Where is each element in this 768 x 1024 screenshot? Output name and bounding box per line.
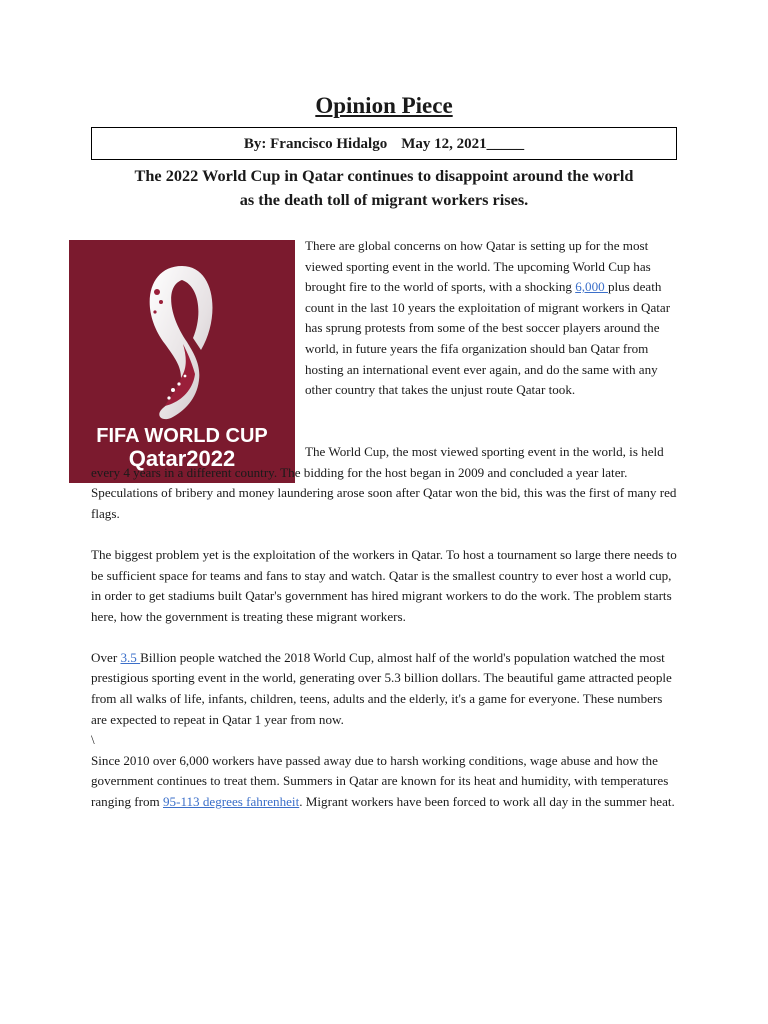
- paragraph-1: There are global concerns on how Qatar is setting up for the most viewed sporting event in the world. The upcoming World Cup has brought fire to the world of sports, with a shocking 6,000 plus death count in the last 10 years the exploitation of migrant workers in Qatar has sprung protests from some of the best soccer players around the world, in future years the fifa organization should ban Qatar from hosting an international event ever again, and do the same with any other country that takes the unjust route Qatar took.: [305, 238, 671, 398]
- byline-box: [91, 127, 677, 160]
- headline: [80, 164, 688, 212]
- logo-text-line-1: FIFA WORLD CUP: [96, 425, 268, 447]
- paragraph-5: Since 2010 over 6,000 workers have passed away due to harsh working conditions, wage abuse and how the government continues to treat them. Summers in Qatar are known for its heat and humidity, with temperatures ranging from 95-113 degrees fahrenheit. Migrant workers have been forced to work all day in the summer heat.: [91, 752, 675, 810]
- death-count-link[interactable]: 6,000: [575, 279, 608, 295]
- article-body: [91, 236, 679, 833]
- paragraph-3: The biggest problem yet is the exploitation of the workers in Qatar. To host a tournament so large there needs to be sufficient space for teams and fans to stay and watch. Qatar is the smallest country to ever host a world cup, in order to get stadiums built Qatar's government has hired migrant workers to do the work. The problem starts here, how the government is treating these migrant workers.: [91, 546, 677, 624]
- paragraph-4: Over 3.5 Billion people watched the 2018 World Cup, almost half of the world's population watched the most prestigious sporting event in the world, generating over 5.3 billion dollars. The beautiful game attracted people from all walks of life, infants, children, teens, adults and the elderly, it's a game for everyone. These numbers are expected to repeat in Qatar 1 year from now.: [91, 649, 672, 727]
- paragraph-2: The World Cup, the most viewed sporting event in the world, is held every 4 years in a different country. The bidding for the host began in 2009 and concluded a year later. Speculations of bribery and money laundering arose soon after Qatar won the bid, this was the first of many red flags.: [91, 443, 677, 521]
- page-title: Opinion Piece: [315, 93, 453, 118]
- byline-date: May 12, 2021_____: [401, 136, 525, 152]
- stray-backslash: \: [91, 732, 95, 748]
- temperature-link[interactable]: 95-113 degrees fahrenheit: [163, 794, 300, 810]
- headline-line-1: The 2022 World Cup in Qatar continues to disappoint around the world: [134, 166, 634, 185]
- logo-text-line-2: Qatar2022: [128, 446, 236, 471]
- headline-line-2: as the death toll of migrant workers rises.: [239, 190, 529, 209]
- byline-author: By: Francisco Hidalgo: [243, 136, 388, 152]
- viewers-link[interactable]: 3.5: [120, 649, 141, 665]
